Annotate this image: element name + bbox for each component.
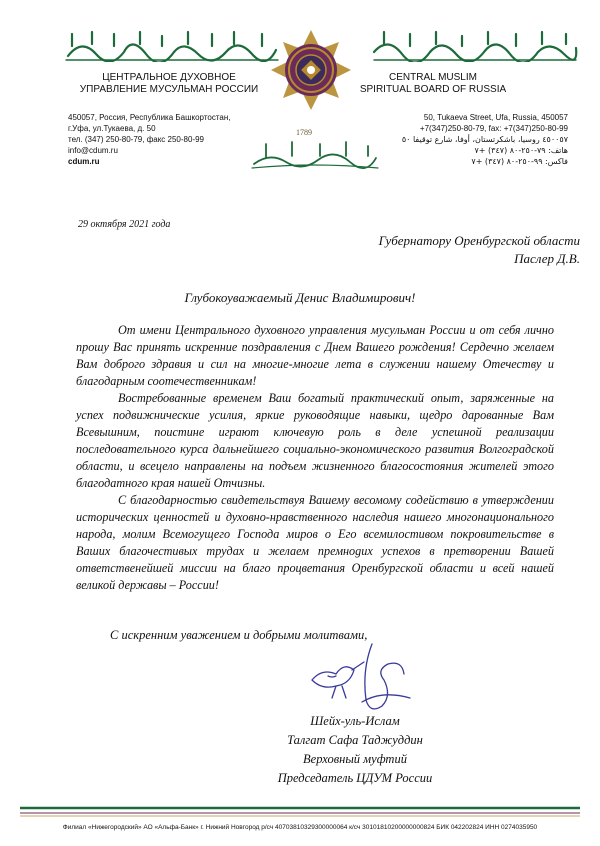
addressee xyxy=(340,232,580,268)
addressee-title: Губернатору Оренбургской области xyxy=(378,233,580,248)
bank-details: Филиал «Нижегородский» АО «Альфа-Банк» г. Нижний Новгород р/сч 40703810329300000064 к/сч 30101810200000000824 БИК 042202824 ИНН 0274035950 xyxy=(62,824,538,831)
signer-title: Шейх-уль-Ислам xyxy=(310,714,400,728)
contact-phone-en: +7(347)250-80-79, fax: +7(347)250-80-99 xyxy=(419,124,568,133)
organization-name-en xyxy=(338,72,528,96)
contacts-left xyxy=(68,112,288,167)
contact-phone-ar: هاتف: ٧٩-٢٥٠-٨٠ (٣٤٧) +٧ xyxy=(474,146,568,155)
contact-address-ar: ٤٥٠٠٥٧ روسيا، باشكرتستان، أوفا، شارع توقيفا ٥٠ xyxy=(401,135,568,144)
contact-fax-ar: فاكس: ٩٩-٢٥٠-٨٠ (٣٤٧) +٧ xyxy=(471,157,568,166)
addressee-name: Паслер Д.В. xyxy=(514,251,580,266)
arabic-name-logo-left xyxy=(62,30,282,62)
letter-paragraph: От имени Центрального духовного управления мусульман России и от себя лично прошу Вас принять искренние поздравления с Днем Вашего рождения! Сердечно желаем Вам доброго здравия и сил на многие-многие лета в служении нашему Отечеству и благодарным соотечественникам! xyxy=(76,323,554,388)
closing-phrase: С искренним уважением и добрыми молитвами, xyxy=(110,628,368,642)
contact-address-ru-2: г.Уфа, ул.Тукаева, д. 50 xyxy=(68,124,156,133)
signer-name: Талгат Сафа Таджуддин xyxy=(287,733,423,747)
contact-email: info@cdum.ru xyxy=(68,146,118,155)
signer-position: Верховный муфтий xyxy=(303,752,407,766)
contact-address-ru-1: 450057, Россия, Республика Башкортостан, xyxy=(68,113,231,122)
org-ru-line2: УПРАВЛЕНИЕ МУСУЛЬМАН РОССИИ xyxy=(79,84,259,95)
contact-address-en: 50, Tukaeva Street, Ufa, Russia, 450057 xyxy=(423,113,568,122)
contacts-right xyxy=(368,112,568,167)
letter-body xyxy=(76,322,554,594)
org-ru-line1: ЦЕНТРАЛЬНОЕ ДУХОВНОЕ xyxy=(102,72,236,83)
letter-date: 29 октября 2021 года xyxy=(78,219,171,230)
handwritten-signature xyxy=(292,640,422,720)
signer-organization: Председатель ЦДУМ России xyxy=(277,771,433,785)
organization-name-ru xyxy=(64,72,274,96)
letter-paragraph: С благодарностью свидетельствуя Вашему весомому содействию в утверждении исторических ценностей и духовно-нравственного наследия нашего многонационального народа, молим Всемогущего Господа миров о Его всемилостивом покровительстве в Ваших благочестивых трудах и желаем премнogих успехов в претворении Вашей ответственейшей миссии на благо процветания Оренбургской области и всей нашей великой державы – России! xyxy=(76,493,554,592)
contact-website: cdum.ru xyxy=(68,157,100,166)
org-en-line2: SPIRITUAL BOARD OF RUSSIA xyxy=(359,84,507,95)
letter-paragraph: Востребованные временем Ваш богатый практический опыт, заряженные на успех подвижнические усилия, яркие руководящие навыки, щедро дарованные Вам Всевышним, поистине играют ключевую роль в деле успешной реализации последовательного курса дальнейшего социально-экономического развития Волгоградской области, и всецело направлены на подъем жизненного благосостояния жителей этого благодатного края нашей Отчизны. xyxy=(76,391,554,490)
signature-block xyxy=(250,712,460,788)
org-en-line1: CENTRAL MUSLIM xyxy=(389,72,477,83)
contact-phone-ru: тел. (347) 250-80-79, факс 250-80-99 xyxy=(68,135,205,144)
arabic-name-logo-right xyxy=(370,30,580,62)
salutation: Глубокоуважаемый Денис Владимирович! xyxy=(184,290,416,305)
emblem-year: 1789 xyxy=(296,128,312,137)
footer-divider xyxy=(0,806,600,818)
